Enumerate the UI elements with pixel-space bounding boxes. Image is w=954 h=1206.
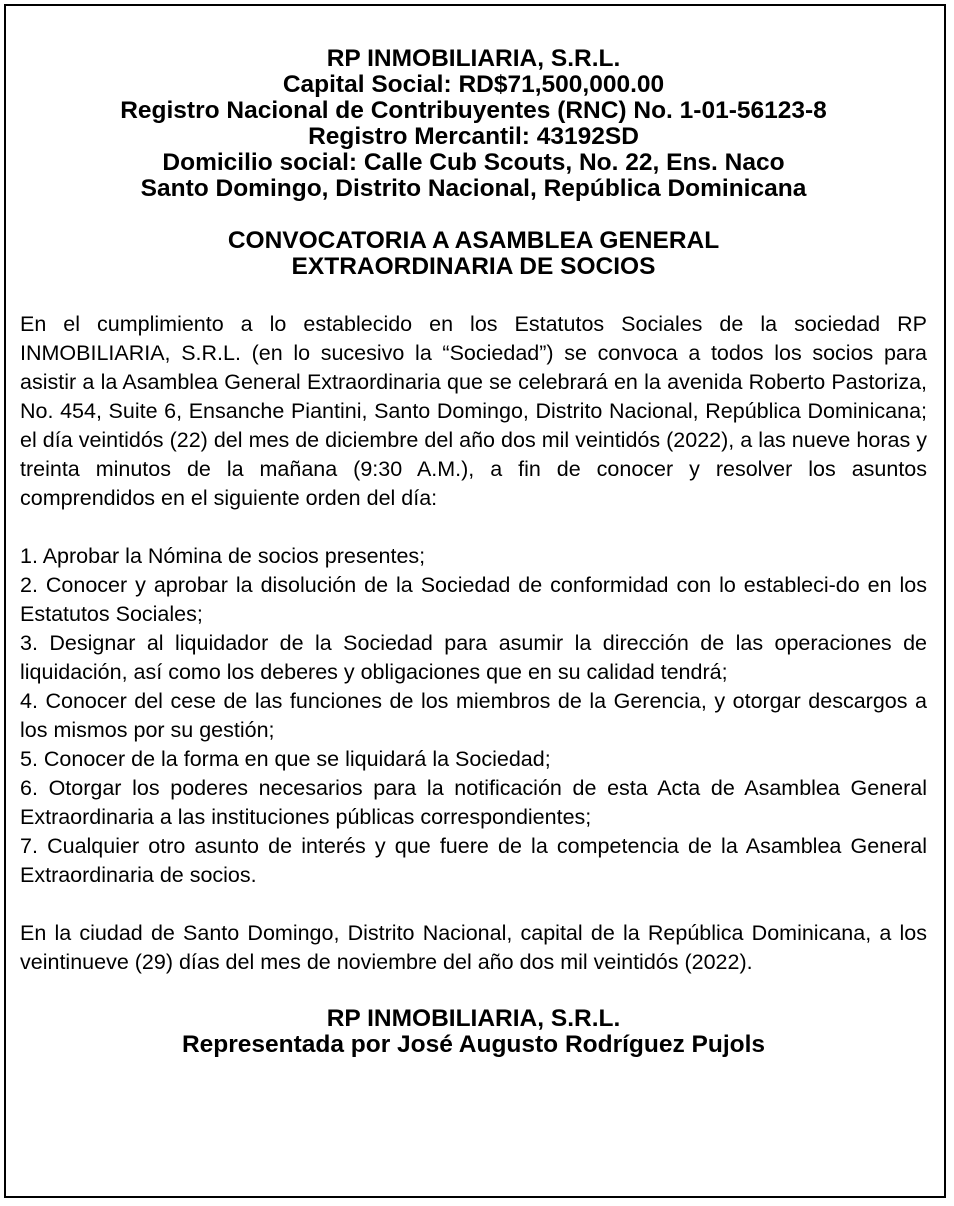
capital-social: Capital Social: RD$71,500,000.00: [282, 71, 665, 98]
domicilio-social: Domicilio social: Calle Cub Scouts, No. 22, Ens. Naco: [162, 149, 785, 176]
rnc-number: Registro Nacional de Contribuyentes (RNC) No. 1-01-56123-8: [120, 97, 827, 124]
agenda-item: 1. Aprobar la Nómina de socios presentes;: [20, 544, 426, 568]
notice-title: [20, 228, 927, 280]
agenda-item: 5. Conocer de la forma en que se liquidará la Sociedad;: [20, 747, 551, 771]
signature-company: RP INMOBILIARIA, S.R.L.: [326, 1005, 621, 1032]
agenda-item: 3. Designar al liquidador de la Sociedad para asumir la dirección de las operaciones de liquidación, así como los deberes y obligaciones que en su calidad tendrá;: [20, 631, 927, 684]
registro-mercantil: Registro Mercantil: 43192SD: [308, 123, 639, 150]
intro-paragraph: En el cumplimiento a lo establecido en los Estatutos Sociales de la sociedad RP INMOBILIARIA, S.R.L. (en lo sucesivo la “Sociedad”) se convoca a todos los socios para asistir a la Asamblea General Extraordinaria que se celebrará en la avenida Roberto Pastoriza, No. 454, Suite 6, Ensanche Piantini, Santo Domingo, Distrito Nacional, República Dominicana; el día veintidós (22) del mes de diciembre del año dos mil veintidós (2022), a las nueve horas y treinta minutos de la mañana (9:30 A.M.), a fin de conocer y resolver los asuntos comprendidos en el siguiente orden del día:: [20, 312, 927, 510]
agenda-item: 4. Conocer del cese de las funciones de los miembros de la Gerencia, y otorgar descargos a los mismos por su gestión;: [20, 689, 927, 742]
closing-paragraph: En la ciudad de Santo Domingo, Distrito Nacional, capital de la República Dominicana, a los veintinueve (29) días del mes de noviembre del año dos mil veintidós (2022).: [20, 921, 927, 974]
title-line-1: CONVOCATORIA A ASAMBLEA GENERAL: [227, 227, 720, 254]
agenda-item: 6. Otorgar los poderes necesarios para la notificación de esta Acta de Asamblea General Extraordinaria a las instituciones públicas correspondientes;: [20, 776, 927, 829]
signature-representative: Representada por José Augusto Rodríguez Pujols: [181, 1031, 766, 1058]
notice-content: [20, 46, 927, 1058]
agenda-item: 2. Conocer y aprobar la disolución de la Sociedad de conformidad con lo estableci-do en los Estatutos Sociales;: [20, 573, 927, 626]
title-line-2: EXTRAORDINARIA DE SOCIOS: [291, 253, 656, 280]
agenda-item: 7. Cualquier otro asunto de interés y que fuere de la competencia de la Asamblea General Extraordinaria de socios.: [20, 834, 927, 887]
company-header: [20, 46, 927, 202]
company-location: Santo Domingo, Distrito Nacional, República Dominicana: [140, 175, 807, 202]
company-name: RP INMOBILIARIA, S.R.L.: [326, 45, 621, 72]
signature-block: [20, 1006, 927, 1058]
agenda-list: [20, 542, 927, 890]
